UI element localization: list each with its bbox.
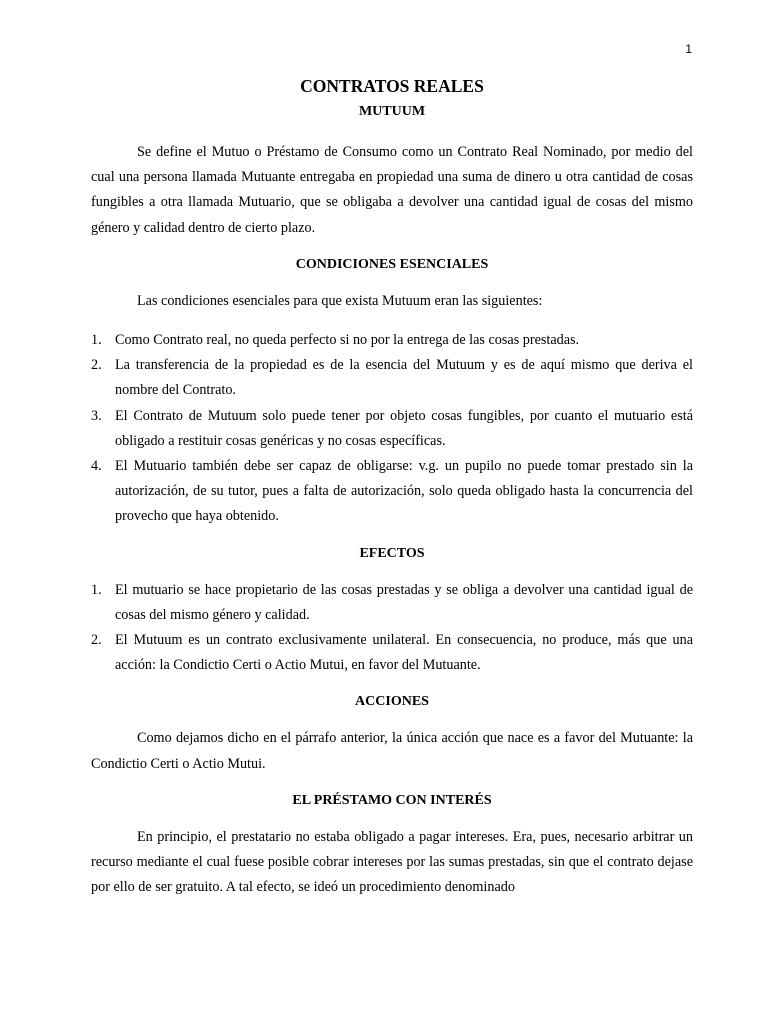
- list-item: [91, 404, 693, 454]
- list-item-number: 3.: [91, 407, 102, 424]
- list-item: [91, 628, 693, 678]
- page-number: 1: [685, 42, 692, 56]
- list-item-text: El mutuario se hace propietario de las cosas prestadas y se obliga a devolver una cantidad igual de cosas del mismo género y calidad.: [115, 581, 693, 623]
- list-item-number: 4.: [91, 458, 102, 475]
- list-item-text: El Mutuum es un contrato exclusivamente unilateral. En consecuencia, no produce, más que una acción: la Condictio Certi o Actio Mutui, en favor del Mutuante.: [115, 632, 693, 674]
- list-item-number: 2.: [91, 632, 102, 649]
- list-item-text: Como Contrato real, no queda perfecto si no por la entrega de las cosas prestadas.: [115, 332, 580, 349]
- efectos-list: [91, 578, 693, 679]
- list-item-number: 2.: [91, 357, 102, 374]
- list-item: [91, 353, 693, 403]
- list-item-text: La transferencia de la propiedad es de la esencia del Mutuum y es de aquí mismo que deriva el nombre del Contrato.: [115, 357, 693, 399]
- list-item-number: 1.: [91, 332, 102, 349]
- heading-efectos: EFECTOS: [359, 545, 425, 561]
- condiciones-list: [91, 328, 693, 530]
- list-item-text: El Mutuario también debe ser capaz de obligarse: v.g. un pupilo no puede tomar prestado sin la autorización, de su tutor, pues a falta de autorización, solo queda obligado hasta la concurrencia del provecho que haya obtenido.: [115, 458, 693, 525]
- prestamo-paragraph: En principio, el prestatario no estaba obligado a pagar intereses. Era, pues, necesario arbitrar un recurso mediante el cual fuese posible cobrar intereses por las sumas prestadas, sin que el contrato dejase por ello de ser gratuito. A tal efecto, se ideó un procedimiento denominado: [91, 828, 693, 896]
- list-item: [91, 454, 693, 530]
- list-item: [91, 328, 693, 353]
- list-item-text: El Contrato de Mutuum solo puede tener por objeto cosas fungibles, por cuanto el mutuario está obligado a restituir cosas genéricas y no cosas específicas.: [115, 407, 693, 449]
- heading-prestamo: EL PRÉSTAMO CON INTERÉS: [292, 792, 492, 808]
- heading-condiciones: CONDICIONES ESENCIALES: [295, 256, 489, 272]
- condiciones-lead: Las condiciones esenciales para que exista Mutuum eran las siguientes:: [137, 292, 543, 309]
- document-title: CONTRATOS REALES: [300, 76, 484, 96]
- intro-paragraph: Se define el Mutuo o Préstamo de Consumo como un Contrato Real Nominado, por medio del cual una persona llamada Mutuante entregaba en propiedad una suma de dinero u otra cantidad de cosas fungibles a otra llamada Mutuario, que se obligaba a devolver una cantidad igual de cosas del mismo género y calidad dentro de cierto plazo.: [91, 144, 693, 236]
- list-item-number: 1.: [91, 581, 102, 598]
- document-body: [91, 74, 693, 900]
- list-item: [91, 578, 693, 628]
- acciones-paragraph: Como dejamos dicho en el párrafo anterior, la única acción que nace es a favor del Mutuante: la Condictio Certi o Actio Mutui.: [91, 730, 693, 772]
- document-subtitle: MUTUUM: [358, 104, 426, 119]
- heading-acciones: ACCIONES: [355, 694, 429, 710]
